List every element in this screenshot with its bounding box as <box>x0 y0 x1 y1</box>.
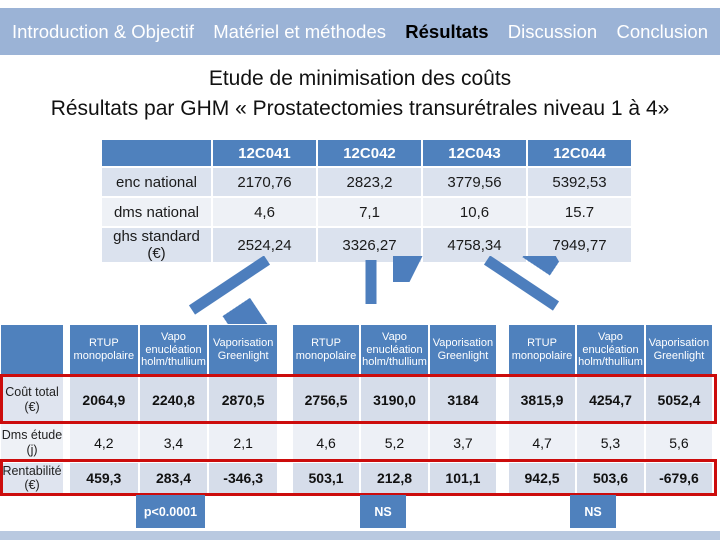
slide-title <box>0 64 720 124</box>
table-cell: 4758,34 <box>423 228 526 262</box>
column-header: 12C043 <box>423 140 526 166</box>
table-cell: 3,7 <box>430 424 496 461</box>
connector-arrows <box>0 256 720 324</box>
treatment-header: RTUP monopolaire <box>509 325 575 375</box>
significance-badge: NS <box>570 495 616 528</box>
table-cell: 2240,8 <box>140 377 208 422</box>
table-cell: 5052,4 <box>646 377 712 422</box>
title-line-2: Résultats par GHM « Prostatectomies transurétrales niveau 1 à 4» <box>50 97 670 120</box>
table-header-row <box>102 140 631 166</box>
table-cell: 5,3 <box>577 424 644 461</box>
nav-item-conclusion[interactable]: Conclusion <box>616 20 708 42</box>
table-cell: 3815,9 <box>509 377 575 422</box>
highlight-box-rentabilite <box>0 459 717 496</box>
highlight-box-cout-total <box>0 374 717 424</box>
arrow-down-left-icon <box>192 260 267 310</box>
table-cell: 2756,5 <box>293 377 359 422</box>
nav-bar <box>0 8 720 55</box>
treatment-header: Vapo enucléation holm/thullium <box>577 325 644 375</box>
nav-item-introduction-objectif[interactable]: Introduction & Objectif <box>12 20 195 42</box>
table-cell: 7949,77 <box>528 228 631 262</box>
corner-cell <box>102 140 211 166</box>
table-cell: 503,1 <box>293 463 359 493</box>
table-cell: 942,5 <box>509 463 575 493</box>
row-label: Dms étude (j) <box>1 424 63 461</box>
table-cell: 212,8 <box>361 463 428 493</box>
treatment-header: Vaporisation Greenlight <box>430 325 496 375</box>
table-row <box>102 168 631 196</box>
significance-badge: p<0.0001 <box>136 495 205 528</box>
treatment-header: Vaporisation Greenlight <box>646 325 712 375</box>
table-cell: 15.7 <box>528 198 631 226</box>
table-cell: 4254,7 <box>577 377 644 422</box>
table-cell: 4,6 <box>293 424 359 461</box>
table-cell: 2064,9 <box>70 377 138 422</box>
table-cell: 2823,2 <box>318 168 421 196</box>
treatment-header: RTUP monopolaire <box>70 325 138 375</box>
treatment-header: Vaporisation Greenlight <box>209 325 277 375</box>
table-cell: 3184 <box>430 377 496 422</box>
row-label: ghs standard (€) <box>102 228 211 262</box>
table-cell: 5,6 <box>646 424 712 461</box>
table-cell: 5392,53 <box>528 168 631 196</box>
treatment-header: Vapo enucléation holm/thullium <box>361 325 428 375</box>
title-line-1: Etude de minimisation des coûts <box>208 67 512 90</box>
nav-item-discussion[interactable]: Discussion <box>507 20 598 42</box>
table-cell: 4,7 <box>509 424 575 461</box>
ghm-national-table <box>100 138 633 264</box>
row-label: Coût total (€) <box>1 377 63 422</box>
nav-item-materiel-methodes[interactable]: Matériel et méthodes <box>213 20 387 42</box>
arrow-down-right-icon <box>487 260 556 306</box>
table-cell: 7,1 <box>318 198 421 226</box>
table-cell: 2524,24 <box>213 228 316 262</box>
table-cell: 3,4 <box>140 424 208 461</box>
treatment-header: Vapo enucléation holm/thullium <box>140 325 208 375</box>
table-cell: 5,2 <box>361 424 428 461</box>
table-cell: 10,6 <box>423 198 526 226</box>
table-cell: -346,3 <box>209 463 277 493</box>
table-cell: 2870,5 <box>209 377 277 422</box>
column-header: 12C042 <box>318 140 421 166</box>
table-cell: 3190,0 <box>361 377 428 422</box>
table-cell: 4,2 <box>70 424 138 461</box>
table-cell: 283,4 <box>140 463 208 493</box>
row-label: dms national <box>102 198 211 226</box>
column-header: 12C041 <box>213 140 316 166</box>
bottom-strip <box>0 531 720 540</box>
column-header: 12C044 <box>528 140 631 166</box>
corner-cell <box>1 325 63 375</box>
treatment-header: RTUP monopolaire <box>293 325 359 375</box>
table-cell: 459,3 <box>70 463 138 493</box>
row-label: Rentabilité (€) <box>2 463 62 492</box>
row-label: enc national <box>102 168 211 196</box>
table-cell: 4,6 <box>213 198 316 226</box>
significance-badge: NS <box>360 495 406 528</box>
table-cell: 2170,76 <box>213 168 316 196</box>
nav-item-resultats[interactable]: Résultats <box>405 20 489 42</box>
table-cell: 2,1 <box>209 424 277 461</box>
table-row <box>102 198 631 226</box>
table-cell: 3326,27 <box>318 228 421 262</box>
table-cell: 503,6 <box>577 463 644 493</box>
table-cell: -679,6 <box>646 463 712 493</box>
table-cell: 3779,56 <box>423 168 526 196</box>
table-cell: 101,1 <box>430 463 496 493</box>
